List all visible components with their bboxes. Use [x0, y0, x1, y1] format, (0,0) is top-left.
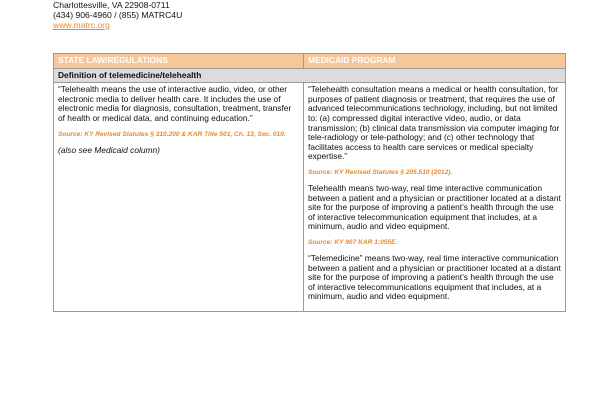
section-row — [54, 68, 566, 83]
website-link[interactable]: www.matrc.org — [53, 20, 110, 30]
state-law-cell — [54, 83, 304, 312]
medicaid-source-1: Source: KY Revised Statutes § 205.510 (2012). — [308, 168, 453, 176]
medicaid-column-header: MEDICAID PROGRAM — [304, 54, 566, 69]
medicaid-para-3: “Telemedicine” means two-way, real time interactive communication between a patient and a physician or practitioner located at a distant site for the purpose of improving a patient’s health through the use of interactive telecommunications equipment that includes, at a minimum, audio and video equipment. — [308, 252, 561, 302]
state-note: (also see Medicaid column) — [58, 144, 160, 155]
table-row — [54, 83, 566, 312]
state-definition: “Telehealth means the use of interactive audio, video, or other electronic media to deliver health care. It includes the use of electronic media for diagnosis, consultation, treatment, transfer of health or medical data, and continuing education.” — [58, 84, 292, 123]
medicaid-cell — [304, 83, 566, 312]
table-header-row — [54, 54, 566, 69]
medicaid-para-1: “Telehealth consultation means a medical or health consultation, for purposes of patient diagnosis or treatment, that requires the use of advanced telecommunications technology, including, but not limited to: (a) compressed digital interactive video, audio, or data transmission; (b) clinical data transmission via computer imaging for tele-radiology or tele-pathology; and (c) other technology that facilitates access to health care services or medical specialty expertise.” — [308, 84, 560, 162]
medicaid-para-2: Telehealth means two-way, real time interactive communication between a patient and a physician or practitioner located at a distant site for the purpose of improving a patient’s health through the use of interactive telecommunication equipment that includes, at a minimum, audio and video equipment. — [308, 182, 561, 232]
letterhead — [53, 0, 182, 30]
telehealth-policy-table — [53, 53, 566, 312]
state-law-column-header: STATE LAW/REGULATIONS — [54, 54, 304, 69]
address-line: Charlottesville, VA 22908-0711 — [53, 0, 170, 10]
medicaid-source-2: Source: KY 907 KAR 1:055E. — [308, 238, 398, 246]
section-title: Definition of telemedicine/telehealth — [54, 68, 566, 83]
phone-line: (434) 906-4960 / (855) MATRC4U — [53, 10, 183, 20]
state-source: Source: KY Revised Statutes § 310.200 & KAR Title 501, Ch. 13, Sec. 010. — [58, 130, 286, 138]
